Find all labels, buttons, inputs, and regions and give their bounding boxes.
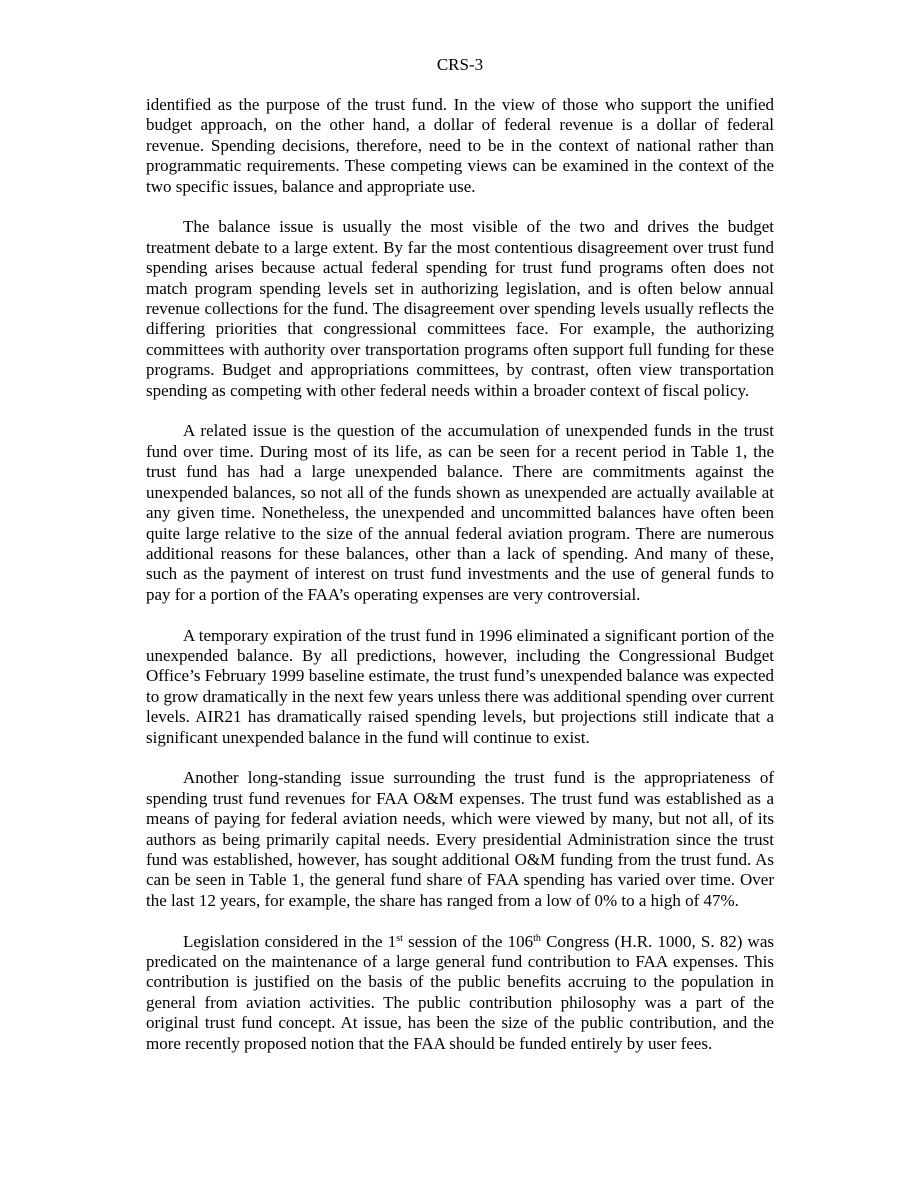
paragraph-6-part-b: session of the 106 — [402, 931, 534, 951]
document-body — [146, 95, 774, 1074]
page-number: CRS-3 — [436, 55, 484, 74]
paragraph-1: identified as the purpose of the trust fund. In the view of those who support the unified budget approach, on the other hand, a dollar of federal revenue is a dollar of federal revenue. Spending decisions, therefore, need to be in the context of national rather than programmatic requirements. These competing views can be examined in the context of the two specific issues, balance and appropriate use. — [146, 95, 774, 196]
paragraph-5: Another long-standing issue surrounding the trust fund is the appropriateness of spending trust fund revenues for FAA O&M expenses. The trust fund was established as a means of paying for federal aviation needs, which were viewed by many, but not all, of its authors as being primarily capital needs. Every presidential Administration since the trust fund was established, however, has sought additional O&M funding from the trust fund. As can be seen in Table 1, the general fund share of FAA spending has varied over time. Over the last 12 years, for example, the share has ranged from a low of 0% to a high of 47%. — [146, 768, 774, 910]
ordinal-suffix-th: th — [533, 932, 541, 944]
paragraph-3: A related issue is the question of the accumulation of unexpended funds in the trust fund over time. During most of its life, as can be seen for a recent period in Table 1, the trust fund has had a large unexpended balance. There are commitments against the unexpended balances, so not all of the funds shown as unexpended are actually available at any given time. Nonetheless, the unexpended and uncommitted balances have often been quite large relative to the size of the annual federal aviation program. There are numerous additional reasons for these balances, other than a lack of spending. And many of these, such as the payment of interest on trust fund investments and the use of general funds to pay for a portion of the FAA’s operating expenses are very controversial. — [146, 421, 774, 604]
ordinal-suffix-st: st — [396, 932, 403, 944]
paragraph-4: A temporary expiration of the trust fund in 1996 eliminated a significant portion of the unexpended balance. By all predictions, however, including the Congressional Budget Office’s February 1999 baseline estimate, the trust fund’s unexpended balance was expected to grow dramatically in the next few years unless there was additional spending over current levels. AIR21 has dramatically raised spending levels, but projections still indicate that a significant unexpended balance in the fund will continue to exist. — [146, 625, 774, 747]
paragraph-2: The balance issue is usually the most visible of the two and drives the budget treatment debate to a large extent. By far the most contentious disagreement over trust fund spending arises because actual federal spending for trust fund programs often does not match program spending levels set in authorizing legislation, and is often below annual revenue collections for the fund. The disagreement over spending levels usually reflects the differing priorities that congressional committees face. For example, the authorizing committees with authority over transportation programs often support full funding for these programs. Budget and appropriations committees, by contrast, often view transportation spending as competing with other federal needs within a broader context of fiscal policy. — [146, 217, 774, 400]
page-header — [0, 55, 920, 75]
paragraph-6 — [146, 932, 774, 1054]
paragraph-6-part-a: Legislation considered in the 1 — [183, 931, 397, 951]
paragraph-6-part-c: Congress (H.R. 1000, S. 82) was predicated on the maintenance of a large general fund contribution to FAA expenses. This contribution is justified on the basis of the public benefits accruing to the population in general from aviation activities. The public contribution philosophy was a part of the original trust fund concept. At issue, has been the size of the public contribution, and the more recently proposed notion that the FAA should be funded entirely by user fees. — [146, 931, 775, 1053]
